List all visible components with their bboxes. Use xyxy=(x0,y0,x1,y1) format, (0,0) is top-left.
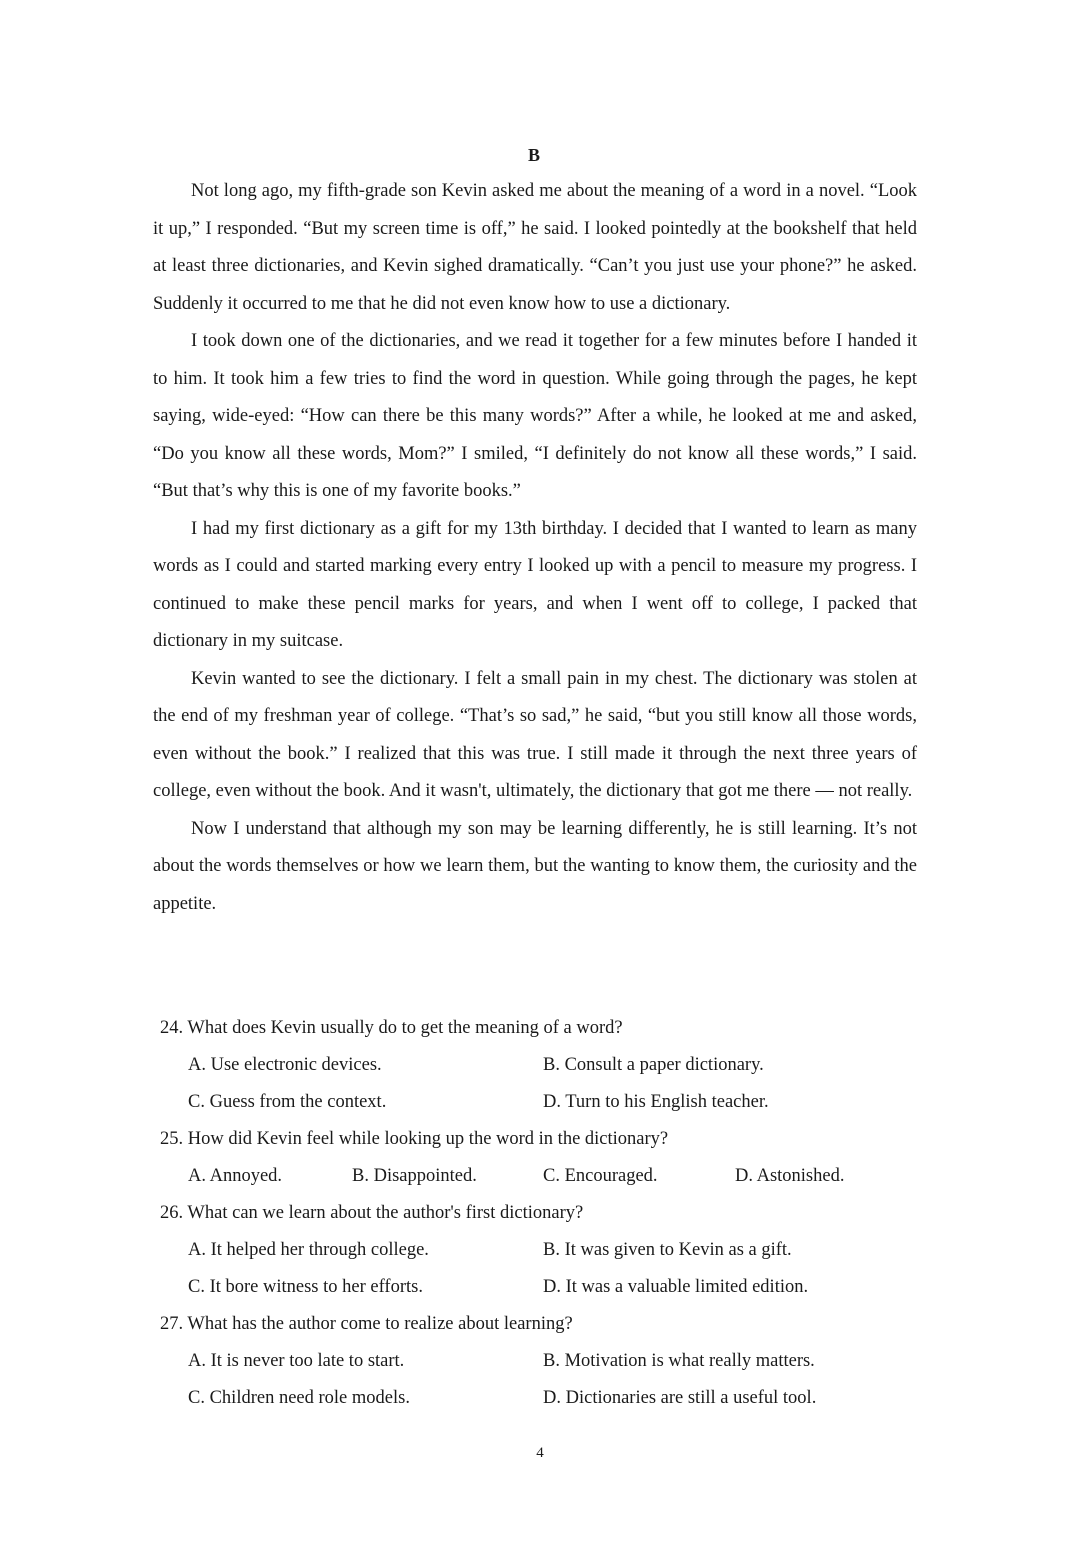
option-b: B. Motivation is what really matters. xyxy=(543,1351,815,1371)
option-a: A. It helped her through college. xyxy=(188,1240,429,1260)
option-row xyxy=(160,1380,920,1417)
passage-paragraph: Now I understand that although my son may be learning differently, he is still learning. It’s not about the words themselves or how we learn them, but the wanting to know them, the curiosity and the appetite. xyxy=(153,818,917,914)
option-c: C. It bore witness to her efforts. xyxy=(188,1277,423,1297)
option-c: C. Children need role models. xyxy=(188,1388,410,1408)
option-row xyxy=(160,1269,920,1306)
question-25 xyxy=(160,1121,920,1195)
question-stem: 27. What has the author come to realize about learning? xyxy=(160,1314,573,1334)
reading-passage xyxy=(153,173,917,923)
question-stem: 26. What can we learn about the author's first dictionary? xyxy=(160,1203,584,1223)
option-c: C. Encouraged. xyxy=(543,1166,658,1186)
question-list xyxy=(160,1010,920,1417)
option-a: A. Annoyed. xyxy=(188,1166,283,1186)
question-27 xyxy=(160,1306,920,1417)
option-row xyxy=(160,1047,920,1084)
option-b: B. It was given to Kevin as a gift. xyxy=(543,1240,792,1260)
option-d: D. Astonished. xyxy=(735,1166,845,1186)
page-number: 4 xyxy=(536,1445,544,1461)
option-a: A. It is never too late to start. xyxy=(188,1351,405,1371)
option-c: C. Guess from the context. xyxy=(188,1092,387,1112)
question-stem: 25. How did Kevin feel while looking up the word in the dictionary? xyxy=(160,1129,669,1149)
passage-paragraph: Kevin wanted to see the dictionary. I felt a small pain in my chest. The dictionary was stolen at the end of my freshman year of college. “That’s so sad,” he said, “but you still know all those words, even without the book.” I realized that this was true. I still made it through the next three years of college, even without the book. And it wasn't, ultimately, the dictionary that got me there — not really. xyxy=(153,668,917,801)
question-24 xyxy=(160,1010,920,1121)
question-26 xyxy=(160,1195,920,1306)
option-d: D. It was a valuable limited edition. xyxy=(543,1277,809,1297)
question-stem: 24. What does Kevin usually do to get the meaning of a word? xyxy=(160,1018,623,1038)
section-heading: B xyxy=(527,145,540,165)
option-row xyxy=(160,1158,920,1195)
option-row xyxy=(160,1232,920,1269)
passage-paragraph: I had my first dictionary as a gift for my 13th birthday. I decided that I wanted to learn as many words as I could and started marking every entry I looked up with a pencil to measure my progress. I continued to make these pencil marks for years, and when I went off to college, I packed that dictionary in my suitcase. xyxy=(153,518,917,651)
option-b: B. Disappointed. xyxy=(352,1166,477,1186)
passage-paragraph: I took down one of the dictionaries, and we read it together for a few minutes before I handed it to him. It took him a few tries to find the word in question. While going through the pages, he kept saying, wide-eyed: “How can there be this many words?” After a while, he looked at me and asked, “Do you know all these words, Mom?” I smiled, “I definitely do not know all these words,” I said. “But that’s why this is one of my favorite books.” xyxy=(153,331,917,501)
passage-paragraph: Not long ago, my fifth-grade son Kevin asked me about the meaning of a word in a novel. “Look it up,” I responded. “But my screen time is off,” he said. I looked pointedly at the bookshelf that held at least three dictionaries, and Kevin sighed dramatically. “Can’t you just use your phone?” he asked. Suddenly it occurred to me that he did not even know how to use a dictionary. xyxy=(153,181,917,314)
option-b: B. Consult a paper dictionary. xyxy=(543,1055,764,1075)
option-row xyxy=(160,1343,920,1380)
option-row xyxy=(160,1084,920,1121)
option-d: D. Dictionaries are still a useful tool. xyxy=(543,1388,817,1408)
option-a: A. Use electronic devices. xyxy=(188,1055,382,1075)
option-d: D. Turn to his English teacher. xyxy=(543,1092,769,1112)
